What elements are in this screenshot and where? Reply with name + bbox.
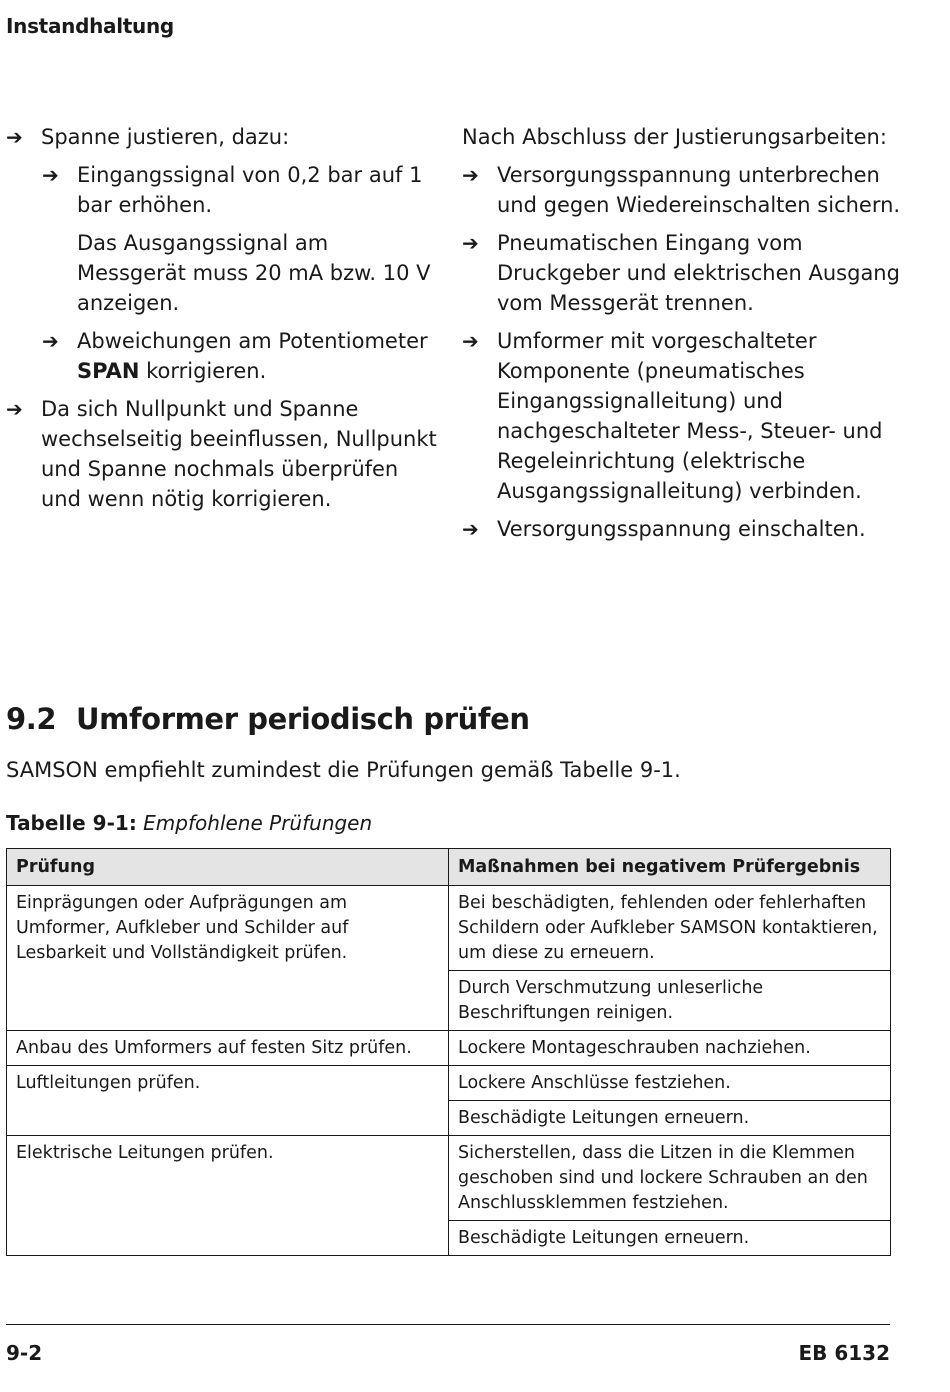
- arrow-right-icon: ➔: [42, 163, 59, 187]
- list-item: [462, 514, 902, 544]
- text-run: korrigieren.: [139, 359, 267, 383]
- section-number: 9.2: [6, 702, 57, 736]
- right-column: [462, 122, 902, 552]
- arrow-right-icon: ➔: [6, 125, 23, 149]
- check-cell: Elektrische Leitungen prüfen.: [7, 1136, 449, 1256]
- sub-list-item: [42, 326, 438, 386]
- arrow-right-icon: ➔: [462, 163, 479, 187]
- table-header-row: [7, 849, 891, 886]
- table-row: [7, 1136, 891, 1221]
- arrow-right-icon: ➔: [6, 397, 23, 421]
- text-run: Abweichungen am Potentiometer: [77, 329, 428, 353]
- check-cell: Anbau des Umformers auf festen Sitz prüfen.: [7, 1031, 449, 1066]
- sub-list-item: [42, 160, 438, 220]
- action-cell: Lockere Montageschrauben nachziehen.: [449, 1031, 891, 1066]
- list-item-text: Da sich Nullpunkt und Spanne wechselseitig beeinflussen, Nullpunkt und Spanne nochmals überprüfen und wenn nötig korrigieren.: [41, 397, 437, 511]
- action-cell: Durch Verschmutzung unleserliche Beschriftungen reinigen.: [449, 971, 891, 1031]
- table-row: [7, 1066, 891, 1101]
- potentiometer-label: SPAN: [77, 359, 140, 383]
- action-cell: Lockere Anschlüsse festziehen.: [449, 1066, 891, 1101]
- inspection-table: [6, 848, 891, 1256]
- list-item-text: Umformer mit vorgeschalteter Komponente (pneumatisches Eingangssignalleitung) und nachgeschalteter Mess-, Steuer- und Regeleinrichtung (elektrische Ausgangssignalleitung) verbinden.: [497, 329, 883, 503]
- table-row: [7, 1031, 891, 1066]
- arrow-right-icon: ➔: [462, 231, 479, 255]
- arrow-right-icon: ➔: [462, 517, 479, 541]
- check-cell: Luftleitungen prüfen.: [7, 1066, 449, 1136]
- table-caption-text: Empfohlene Prüfungen: [143, 811, 373, 835]
- list-item-text: Pneumatischen Eingang vom Druckgeber und elektrischen Ausgang vom Messgerät trennen.: [497, 231, 900, 315]
- column-header-check: Prüfung: [7, 849, 449, 886]
- action-cell: Beschädigte Leitungen erneuern.: [449, 1101, 891, 1136]
- page-header: Instandhaltung: [6, 14, 174, 38]
- arrow-right-icon: ➔: [462, 329, 479, 353]
- footer-divider: [6, 1324, 890, 1325]
- page-number: 9-2: [6, 1341, 43, 1365]
- table-caption: [6, 811, 372, 835]
- check-cell: Einprägungen oder Aufprägungen am Umformer, Aufkleber und Schilder auf Lesbarkeit und Vollständigkeit prüfen.: [7, 886, 449, 1031]
- list-item-text: Spanne justieren, dazu:: [41, 125, 290, 149]
- list-item-text: Versorgungsspannung einschalten.: [497, 517, 866, 541]
- paragraph: Nach Abschluss der Justierungsarbeiten:: [462, 125, 887, 149]
- table-caption-label: Tabelle 9-1:: [6, 811, 137, 835]
- list-item-text: Eingangssignal von 0,2 bar auf 1 bar erhöhen.: [77, 163, 423, 217]
- action-cell: Sicherstellen, dass die Litzen in die Klemmen geschoben sind und lockere Schrauben an den Anschlussklemmen festziehen.: [449, 1136, 891, 1221]
- action-cell: Beschädigte Leitungen erneuern.: [449, 1221, 891, 1256]
- section-heading: [6, 702, 530, 736]
- list-item-text: Versorgungsspannung unterbrechen und gegen Wiedereinschalten sichern.: [497, 163, 901, 217]
- list-item: [6, 394, 438, 514]
- action-cell: Bei beschädigten, fehlenden oder fehlerhaften Schildern oder Aufkleber SAMSON kontaktieren, um diese zu erneuern.: [449, 886, 891, 971]
- list-item: [462, 228, 902, 318]
- list-item: [6, 122, 438, 152]
- left-column: [6, 122, 438, 522]
- paragraph: Das Ausgangssignal am Messgerät muss 20 mA bzw. 10 V anzeigen.: [77, 231, 431, 315]
- section-title: Umformer periodisch prüfen: [76, 702, 530, 736]
- table-row: [7, 886, 891, 971]
- column-header-actions: Maßnahmen bei negativem Prüfergebnis: [449, 849, 891, 886]
- list-item: [462, 326, 902, 506]
- document-number: EB 6132: [798, 1341, 890, 1365]
- list-item-text: [42, 326, 438, 386]
- arrow-right-icon: ➔: [42, 329, 59, 353]
- section-intro: SAMSON empfiehlt zumindest die Prüfungen gemäß Tabelle 9-1.: [6, 758, 681, 782]
- list-item: [462, 160, 902, 220]
